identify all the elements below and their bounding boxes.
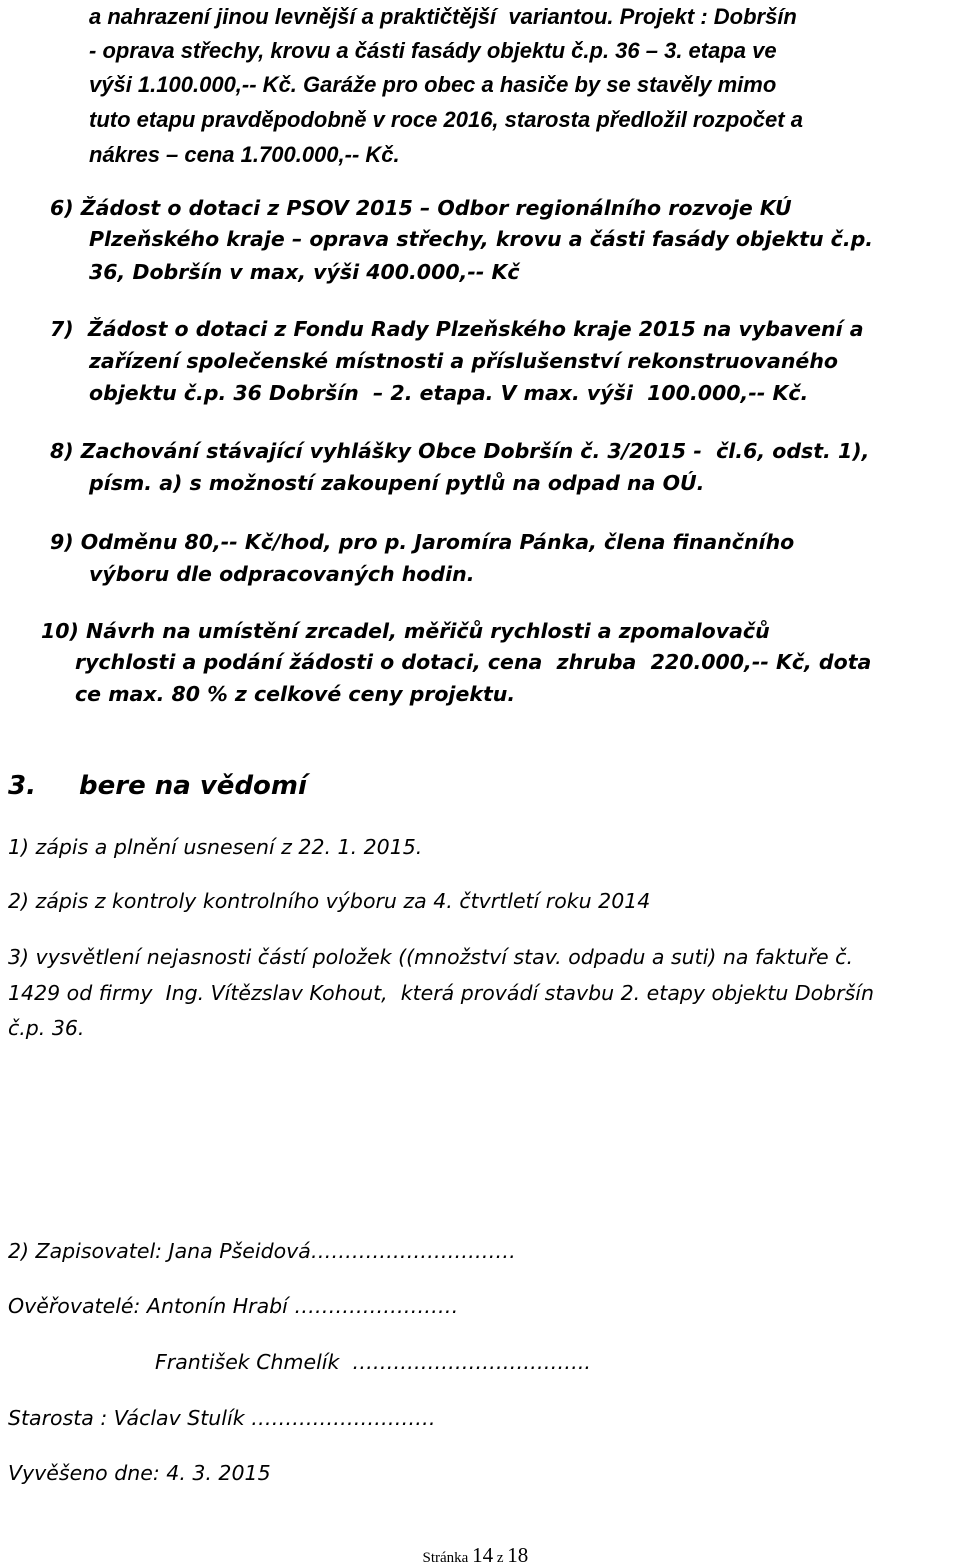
- note-line: č.p. 36.: [8, 1016, 85, 1040]
- mayor-line: Starosta : Václav Stulík ………………………: [8, 1406, 436, 1430]
- footer-middle: z: [493, 1550, 508, 1566]
- footer-prefix: Stránka: [422, 1550, 473, 1566]
- list-item-line: Plzeňského kraje – oprava střechy, krovu a části fasády objektu č.p.: [89, 227, 874, 251]
- list-item-line: zařízení společenské místnosti a příslušenství rekonstruovaného: [89, 349, 839, 373]
- page-number: 14: [472, 1543, 494, 1567]
- list-item-line: 7) Žádost o dotaci z Fondu Rady Plzeňského kraje 2015 na vybavení a: [50, 317, 864, 341]
- intro-line: výši 1.100.000,-- Kč. Garáže pro obec a hasiče by se stavěly mimo: [89, 72, 777, 97]
- list-item-line: výboru dle odpracovaných hodin.: [89, 562, 475, 586]
- intro-line: a nahrazení jinou levnější a praktičtější variantou. Projekt : Dobršín: [89, 4, 797, 29]
- page-total: 18: [507, 1543, 529, 1567]
- note-line: 1) zápis a plnění usnesení z 22. 1. 2015.: [8, 835, 423, 859]
- note-line: 3) vysvětlení nejasnosti částí položek ((množství stav. odpadu a suti) na faktuře č.: [8, 945, 853, 969]
- intro-line: - oprava střechy, krovu a části fasády objektu č.p. 36 – 3. etapa ve: [89, 38, 777, 63]
- intro-line: tuto etapu pravděpodobně v roce 2016, starosta předložil rozpočet a: [89, 107, 803, 132]
- verifiers-line: Ověřovatelé: Antonín Hrabí ……………………: [8, 1294, 459, 1318]
- section-number: 3.: [8, 771, 36, 801]
- list-item-line: ce max. 80 % z celkové ceny projektu.: [75, 682, 516, 706]
- recorder-line: 2) Zapisovatel: Jana Pšeidová…………………………: [8, 1239, 516, 1263]
- note-line: 1429 od firmy Ing. Vítězslav Kohout, která provádí stavbu 2. etapy objektu Dobršín: [8, 981, 874, 1005]
- list-item-line: 36, Dobršín v max, výši 400.000,-- Kč: [89, 260, 520, 284]
- list-item-line: 9) Odměnu 80,-- Kč/hod, pro p. Jaromíra Pánka, člena finančního: [50, 530, 795, 554]
- list-item-line: 8) Zachování stávající vyhlášky Obce Dobršín č. 3/2015 - čl.6, odst. 1),: [50, 439, 870, 463]
- section-title: bere na vědomí: [79, 771, 307, 801]
- verifier-line: František Chmelík ……………………………..: [155, 1350, 591, 1374]
- page-footer: [415, 1530, 528, 1566]
- list-item-line: objektu č.p. 36 Dobršín – 2. etapa. V max. výši 100.000,-- Kč.: [89, 381, 809, 405]
- intro-line: nákres – cena 1.700.000,-- Kč.: [89, 142, 400, 167]
- posted-date: Vyvěšeno dne: 4. 3. 2015: [8, 1461, 271, 1485]
- list-item-line: 6) Žádost o dotaci z PSOV 2015 – Odbor regionálního rozvoje KÚ: [50, 196, 792, 220]
- note-line: 2) zápis z kontroly kontrolního výboru za 4. čtvrtletí roku 2014: [8, 889, 651, 913]
- list-item-line: rychlosti a podání žádosti o dotaci, cena zhruba 220.000,-- Kč, dota: [75, 650, 872, 674]
- list-item-line: písm. a) s možností zakoupení pytlů na odpad na OÚ.: [89, 471, 705, 495]
- list-item-line: 10) Návrh na umístění zrcadel, měřičů rychlosti a zpomalovačů: [41, 619, 770, 643]
